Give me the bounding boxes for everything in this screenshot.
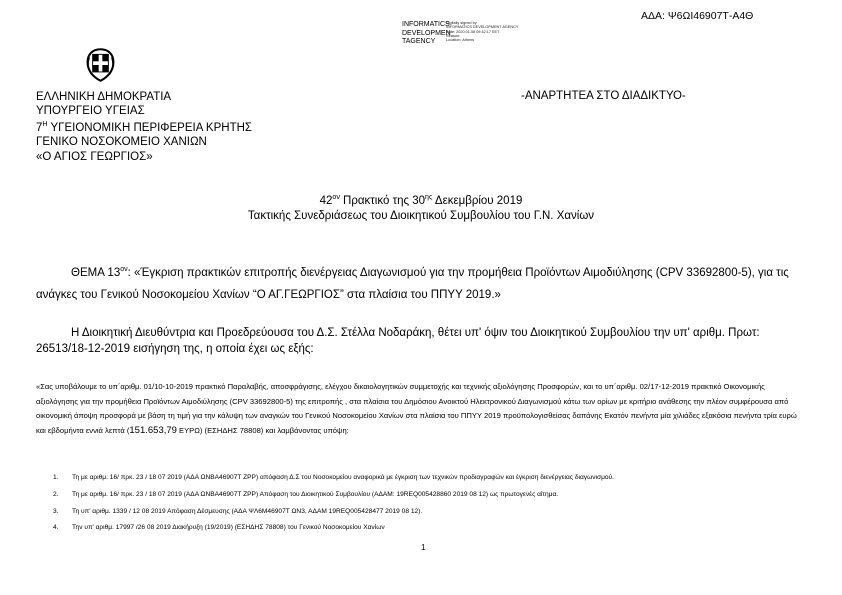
- country-name: ΕΛΛΗΝΙΚΗ ΔΗΜΟΚΡΑΤΙΑ: [36, 91, 172, 103]
- quoted-proposal: [36, 380, 806, 438]
- list-item-number: 1.: [53, 474, 59, 481]
- topic-prefix: ΘΕΜΑ 13: [71, 266, 121, 279]
- signature-line: INFORMATICS: [402, 21, 450, 28]
- signature-line: TAGENCY: [402, 38, 436, 46]
- region-number: 7: [36, 122, 43, 135]
- topic-text: : «Έγκριση πρακτικών επιτροπής διενέργειας Διαγωνισμού για την προμήθεια Προϊόντων Αιμοδιύλησης (CPV 33692800-5), για τις ανάγκες του Γενικού Νοσοκομείου Χανίων “Ο ΑΓ.ΓΕΩΡΓΙΟΣ” στα πλαίσια του ΠΠΥΥ 2019.»: [36, 266, 789, 301]
- topic-prefix-sup: ον: [120, 266, 128, 273]
- signature-detail: Reason:: [446, 33, 461, 38]
- minutes-title-mid: Πρακτικό της 30: [339, 194, 426, 207]
- list-item-text: Τη με αριθμ. 16/ πρκ. 23 / 18 07 2019 (ΑΔΑ ΩΝΒΑ46907Τ ΖΡΡ) απόφαση Δ.Σ του Νοσοκομείου αναφορικά με έγκριση των τεχνικών προδιαγραφών και έγκριση διενέργειας διαγωνισμού.: [72, 474, 614, 481]
- minutes-title: [0, 190, 842, 209]
- ministry-name: ΥΠΟΥΡΓΕΙΟ ΥΓΕΙΑΣ: [36, 105, 145, 118]
- quote-text-after: ΕΥΡΩ) (ΕΣΗΔΗΣ 78808) και λαμβάνοντας υπόψη:: [176, 425, 349, 435]
- posting-notice: -ΑΝΑΡΤΗΤΕΑ ΣΤΟ ΔΙΑΔΙΚΤΥΟ-: [521, 90, 686, 102]
- minutes-number-sup: ον: [332, 194, 340, 201]
- list-item-number: 2.: [53, 491, 59, 498]
- list-item-number: 4.: [53, 524, 59, 531]
- health-region: [36, 118, 252, 135]
- minutes-subtitle: Τακτικής Συνεδριάσεως του Διοικητικού Συμβουλίου του Γ.Ν. Χανίων: [247, 209, 595, 222]
- ada-number: ΑΔΑ: Ψ6ΩΙ46907Τ-Α4Θ: [641, 10, 754, 22]
- list-item-text: Τη με αριθμ. 16/ πρκ. 23 / 18 07 2019 (ΑΔΑ ΩΝΒΑ46907Τ ΖΡΡ) Απόφαση του Διοικητικού Συμβουλίου (ΑΔΑΜ: 19REQ005428860 2019 08 12) ως πρωτογενές αίτημα.: [72, 491, 559, 498]
- hospital-name: «Ο ΑΓΙΟΣ ΓΕΩΡΓΙΟΣ»: [36, 150, 153, 163]
- signature-detail: INFORMATICS DEVELOPMENT AGENCY: [446, 25, 519, 30]
- list-item-text: Τη υπ' αριθμ. 1339 / 12 08 2019 Απόφαση Δέσμευσης (ΑΔΑ ΨΛ6Μ46907Τ ΩΝ3, ΑΔΑΜ 19REQ005428477 2019 08 12).: [72, 508, 423, 515]
- digital-signature-issuer: [402, 21, 451, 47]
- signature-detail: Location: Athens: [446, 38, 475, 43]
- minutes-day-sup: ης: [425, 194, 433, 201]
- quote-text-before: «Σας υποβάλουμε το υπ΄αριθμ. 01/10-10-2019 πρακτικό Παραλαβής, αποσφράγισης, ελέγχου δικαιολογητικών συμμετοχής και τεχνικής αξιολόγησης Προσφορών, και το υπ΄αριθμ. 02/17-12-2019 πρακτικό Οικονομικής αξιολόγησης για την προμήθεια Προϊόντων Αιμοδιύλησης (CPV 33692800-5) της επιτροπής , στα πλαίσια του Δημόσιου Ανοικτού Ηλεκτρονικού Διαγωνισμού κάτω των ορίων με κριτήριο ανάθεσης την πλέον συμφέρουσα από οικονομική άποψη προσφορά με βάση τη τιμή για την κάλυψη των αναγκών του Γενικού Νοσοκομείου Χανίων στα πλαίσια του ΠΠΥΥ 2019 προϋπολογισθείσας δαπάνης Εκατόν πενήντα μία χιλιάδες εξακόσια πενήντα τρία ευρώ και εβδομήντα εννιά λεπτά (: [36, 382, 797, 435]
- signature-detail: Digitally signed by: [446, 21, 477, 25]
- digital-signature-details: [446, 21, 518, 42]
- budget-amount: 151.653,79: [129, 424, 177, 436]
- minutes-number: 42: [319, 194, 333, 207]
- list-item-number: 3.: [53, 508, 59, 515]
- signature-line: DEVELOPMEN: [402, 29, 451, 37]
- intro-text: Η Διοικητική Διευθύντρια και Προεδρεύουσα του Δ.Σ. Στέλλα Νοδαράκη, θέτει υπ' όψιν του Διοικητικού Συμβουλίου την υπ' αριθμ. Πρωτ: 26513/18-12-2019 εισήγηση της, η οποία έχει ως εξής:: [36, 327, 760, 355]
- region-text: ΥΓΕΙΟΝΟΜΙΚΗ ΠΕΡΙΦΕΡΕΙΑ ΚΡΗΤΗΣ: [47, 122, 253, 135]
- signature-detail: Date: 2020.01.08 09:42:17 EET: [446, 29, 500, 34]
- region-sup: Η: [42, 121, 48, 129]
- page-number: 1: [421, 543, 426, 552]
- topic-paragraph: [36, 259, 806, 306]
- minutes-date-rest: Δεκεμβρίου 2019: [432, 194, 523, 207]
- minutes-heading: [0, 190, 842, 224]
- list-item-text: Την υπ' αριθμ. 17997 /26 08 2019 Διακήρυξη (19/2019) (ΕΣΗΔΗΣ 78808) του Γενικού Νοσοκομείου Χανίων: [72, 524, 385, 531]
- greek-coat-of-arms-icon: [82, 46, 119, 84]
- hospital-type: ΓΕΝΙΚΟ ΝΟΣΟΚΟΜΕΙΟ ΧΑΝΙΩΝ: [36, 136, 207, 149]
- issuer-block: [36, 90, 252, 164]
- intro-paragraph: [36, 325, 806, 357]
